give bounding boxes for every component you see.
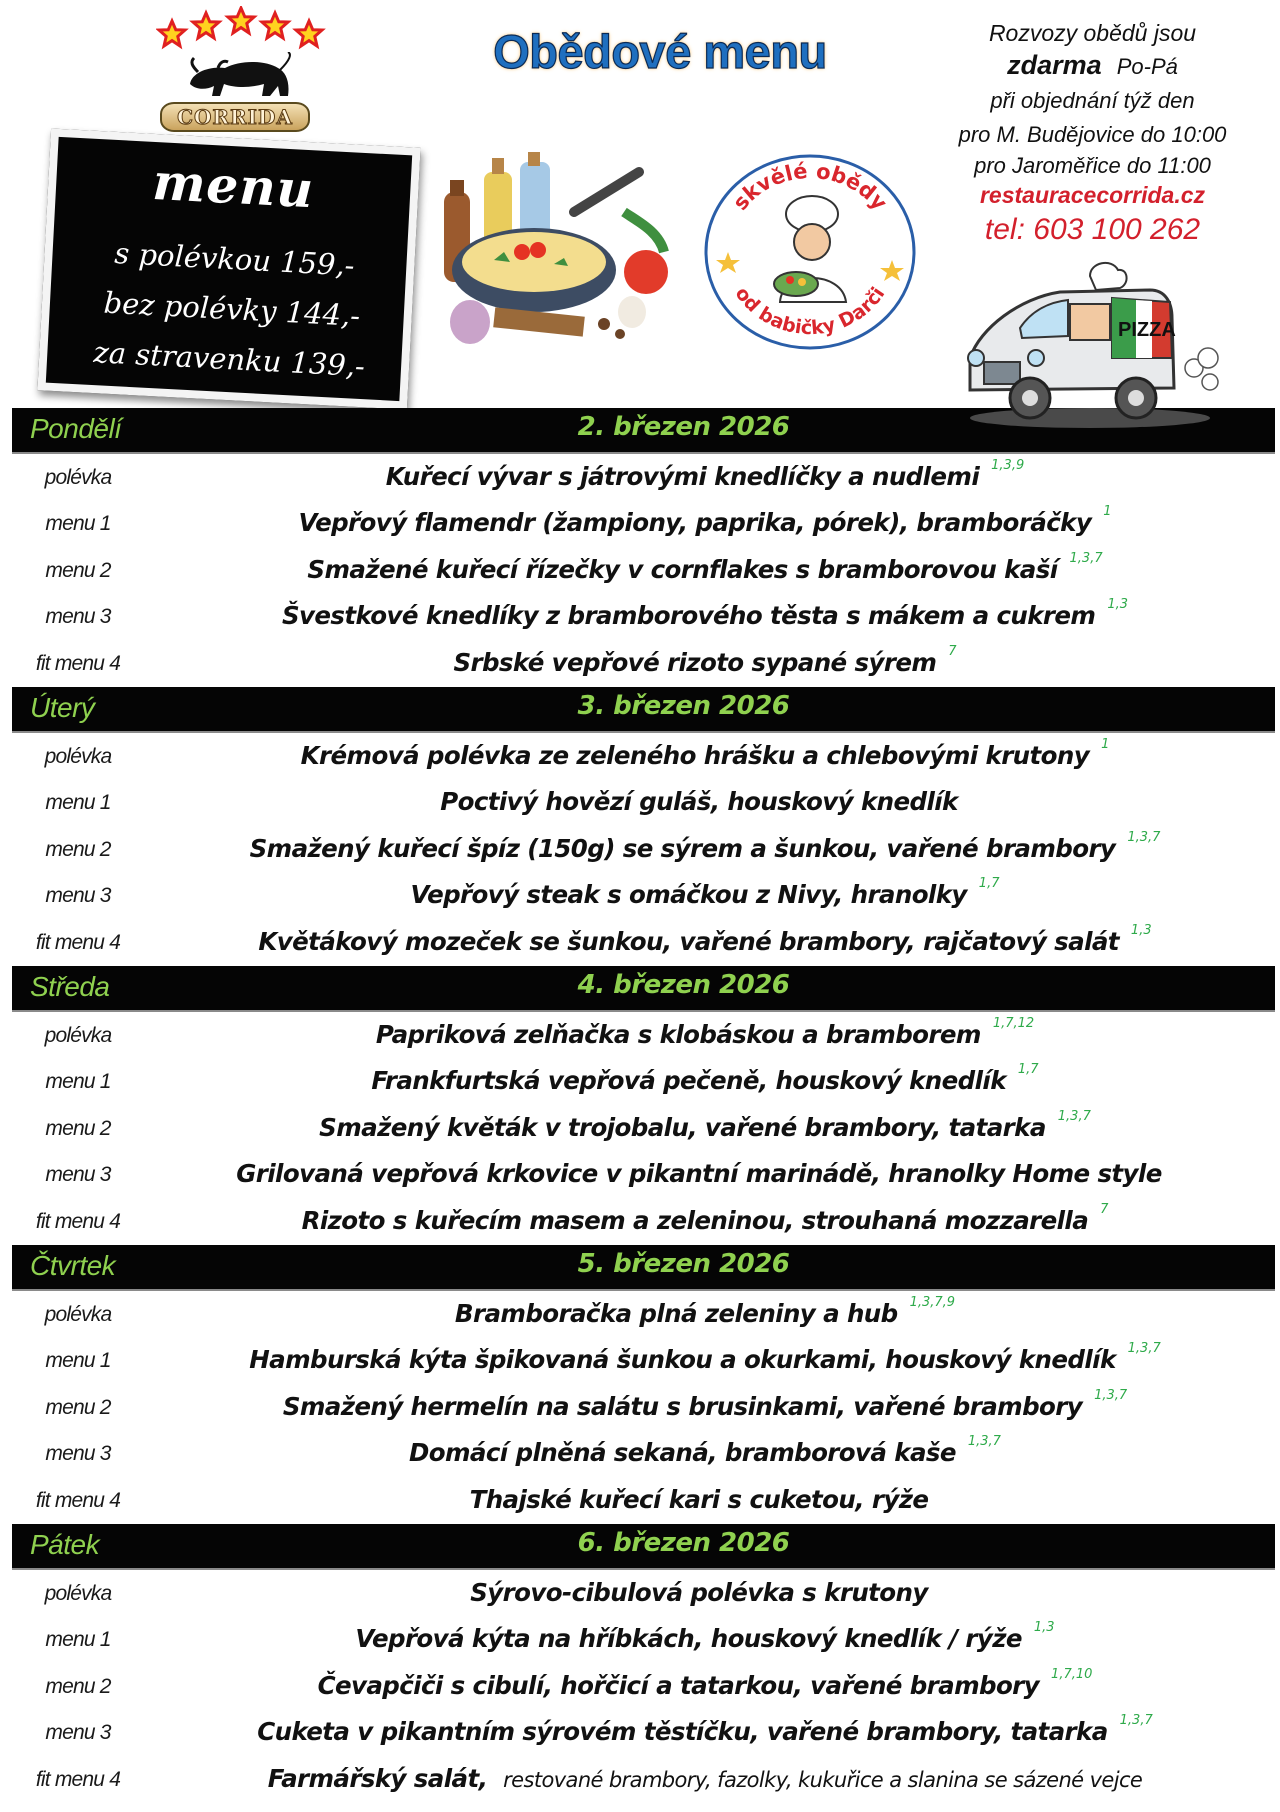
dish-name: Grilovaná vepřová krkovice v pikantní marinádě, hranolky Home style — [236, 1159, 1162, 1189]
day-header — [12, 1524, 1275, 1570]
dish-name: Sýrovo-cibulová polévka s krutony — [470, 1578, 928, 1607]
allergen-codes: 1,3,7 — [1057, 1108, 1091, 1124]
dish-name: Rizoto s kuřecím masem a zeleninou, strouhaná mozzarella — [301, 1205, 1089, 1235]
babicka-darci-stamp — [700, 152, 920, 352]
dish-name: Čevapčiči s cibulí, hořčicí a tatarkou, vařené brambory — [317, 1670, 1040, 1700]
menu-item-row — [0, 1758, 1280, 1804]
menu-item-label: menu 2 — [45, 1674, 111, 1698]
menu-item-label: menu 3 — [45, 605, 111, 629]
menu-item-row — [0, 781, 1280, 827]
menu-item-row — [0, 1339, 1280, 1385]
menu-header — [0, 0, 1280, 408]
dish-name: Vepřová kýta na hříbkách, houskový knedlík / rýže — [355, 1624, 1022, 1654]
day-section-wednesday — [0, 966, 1280, 1245]
day-date: 6. březen 2026 — [577, 1528, 790, 1558]
menu-item-label: menu 1 — [45, 791, 111, 815]
dish-description: restované brambory, fazolky, kukuřice a slanina se sázené vejce — [503, 1767, 1143, 1792]
delivery-days: Po-Pá — [1116, 54, 1178, 79]
stamp-top-text: skvělé obědy — [728, 158, 892, 215]
day-header — [12, 1245, 1275, 1291]
dish-name: Smažené kuřecí řízečky v cornflakes s bramborovou kaší — [307, 554, 1058, 584]
menu-item-label: fit menu 4 — [35, 1488, 121, 1512]
day-name: Pátek — [30, 1529, 100, 1560]
dish-name: Vepřový flamendr (žampiony, paprika, pórek), bramboráčky — [298, 508, 1092, 538]
price-with-soup: s polévkou 159,- — [113, 236, 356, 283]
allergen-codes: 1,3,7 — [1127, 829, 1161, 845]
menu-item-row — [0, 1014, 1280, 1060]
chalkboard-title: menu — [151, 151, 316, 220]
menu-item-row — [0, 874, 1280, 920]
allergen-codes: 7 — [1100, 1201, 1109, 1217]
price-chalkboard — [37, 128, 420, 409]
menu-item-label: menu 2 — [45, 837, 111, 861]
day-section-monday — [0, 408, 1280, 687]
day-header — [12, 966, 1275, 1012]
menu-item-row — [0, 735, 1280, 781]
dish-name: Smažený kuřecí špíz (150g) se sýrem a šunkou, vařené brambory — [249, 833, 1116, 863]
delivery-info — [920, 18, 1265, 250]
chef-stamp-icon — [700, 152, 920, 352]
pizza-delivery-van-icon — [940, 258, 1240, 433]
menu-item-label: menu 2 — [45, 1116, 111, 1140]
dish-name: Frankfurtská vepřová pečeně, houskový knedlík — [371, 1066, 1006, 1096]
delivery-line-1: Rozvozy obědů jsou — [988, 20, 1197, 46]
allergen-codes: 1,3,7 — [1069, 550, 1103, 566]
menu-item-row — [0, 1665, 1280, 1711]
bull-icon — [180, 52, 300, 104]
menu-item-label: menu 1 — [45, 1628, 111, 1652]
dish-name: Srbské vepřové rizoto sypané sýrem — [453, 647, 937, 677]
menu-item-label: fit menu 4 — [35, 651, 121, 675]
menu-item-label: menu 1 — [45, 1070, 111, 1094]
allergen-codes: 1,3 — [1033, 1620, 1055, 1636]
day-name: Pondělí — [30, 413, 122, 444]
allergen-codes: 1,7 — [978, 876, 1000, 892]
allergen-codes: 1,3 — [1130, 922, 1152, 938]
delivery-line-3: při objednání týž den — [990, 88, 1195, 113]
dish-name: Farmářský salát, — [267, 1763, 488, 1793]
menu-item-label: polévka — [44, 1582, 112, 1605]
menu-item-label: menu 3 — [45, 1442, 111, 1466]
five-stars-icon — [156, 6, 326, 50]
allergen-codes: 1,3,7 — [1094, 1387, 1128, 1403]
day-name: Středa — [30, 971, 110, 1002]
day-section-thursday — [0, 1245, 1280, 1524]
day-date: 5. březen 2026 — [577, 1249, 790, 1279]
logo-wordmark: CORRIDA — [160, 102, 310, 132]
menu-item-label: menu 2 — [45, 558, 111, 582]
menu-item-row — [0, 642, 1280, 688]
delivery-deadline-budejovice: pro M. Budějovice do 10:00 — [958, 122, 1227, 147]
dish-name: Hamburská kýta špikovaná šunkou a okurkami, houskový knedlík — [249, 1345, 1116, 1375]
day-date: 3. březen 2026 — [577, 691, 790, 721]
menu-item-label: menu 3 — [45, 1163, 111, 1187]
menu-item-label: menu 2 — [45, 1395, 111, 1419]
menu-item-label: polévka — [44, 1303, 112, 1326]
menu-item-label: polévka — [44, 466, 112, 489]
price-without-soup: bez polévky 144,- — [102, 285, 361, 333]
menu-item-row — [0, 1107, 1280, 1153]
menu-item-row — [0, 1060, 1280, 1106]
menu-item-label: polévka — [44, 1024, 112, 1047]
menu-item-row — [0, 1293, 1280, 1339]
dish-name: Domácí plněná sekaná, bramborová kaše — [409, 1438, 956, 1468]
delivery-free-label: zdarma — [1007, 50, 1102, 80]
dish-name: Papriková zelňačka s klobáskou a bramborem — [375, 1020, 981, 1049]
allergen-codes: 1,3,7,9 — [909, 1295, 956, 1310]
menu-item-row — [0, 1711, 1280, 1757]
phone-number[interactable]: tel: 603 100 262 — [984, 213, 1201, 246]
dish-name: Smažený hermelín na salátu s brusinkami, vařené brambory — [282, 1391, 1083, 1421]
day-date: 2. březen 2026 — [577, 412, 790, 442]
menu-item-row — [0, 828, 1280, 874]
allergen-codes: 1 — [1101, 737, 1110, 752]
corrida-logo — [150, 6, 330, 134]
day-name: Úterý — [30, 692, 95, 723]
menu-item-row — [0, 1200, 1280, 1246]
dish-name: Švestkové knedlíky z bramborového těsta s mákem a cukrem — [281, 601, 1096, 631]
dish-name: Bramboračka plná zeleniny a hub — [454, 1299, 898, 1328]
menu-item-label: menu 1 — [45, 512, 111, 536]
delivery-line-2 — [920, 48, 1265, 84]
delivery-deadline-jaromerice: pro Jaroměřice do 11:00 — [974, 153, 1211, 178]
allergen-codes: 1,7,12 — [992, 1016, 1035, 1031]
day-section-tuesday — [0, 687, 1280, 966]
dish-name: Krémová polévka ze zeleného hrášku a chlebovými krutony — [300, 741, 1090, 770]
menu-item-row — [0, 1432, 1280, 1478]
weekly-menu — [0, 408, 1280, 1803]
menu-item-row — [0, 456, 1280, 502]
menu-item-row — [0, 502, 1280, 548]
allergen-codes: 1,3,7 — [1119, 1713, 1153, 1729]
price-meal-voucher: za stravenku 139,- — [92, 335, 366, 384]
dish-name: Cuketa v pikantním sýrovém těstíčku, vařené brambory, tatarka — [257, 1717, 1108, 1747]
menu-item-row — [0, 921, 1280, 967]
allergen-codes: 7 — [948, 643, 957, 659]
menu-item-row — [0, 1572, 1280, 1618]
allergen-codes: 1,3,9 — [991, 458, 1025, 473]
menu-item-row — [0, 1618, 1280, 1664]
menu-item-row — [0, 595, 1280, 641]
menu-item-label: menu 3 — [45, 884, 111, 908]
menu-item-row — [0, 549, 1280, 595]
page-title: Obědové menu — [493, 25, 827, 78]
cooking-pan-illustration — [424, 152, 674, 357]
day-date: 4. březen 2026 — [577, 970, 790, 1000]
dish-name: Kuřecí vývar s játrovými knedlíčky a nudlemi — [385, 462, 980, 491]
allergen-codes: 1,3 — [1107, 597, 1129, 613]
menu-item-label: menu 3 — [45, 1721, 111, 1745]
dish-name: Thajské kuřecí kari s cuketou, rýže — [469, 1484, 929, 1514]
menu-item-label: menu 1 — [45, 1349, 111, 1373]
allergen-codes: 1 — [1103, 504, 1112, 520]
website-link[interactable]: restauracecorrida.cz — [979, 182, 1205, 208]
dish-name: Vepřový steak s omáčkou z Nivy, hranolky — [410, 880, 967, 910]
menu-item-row — [0, 1153, 1280, 1199]
menu-item-row — [0, 1386, 1280, 1432]
allergen-codes: 1,3,7 — [967, 1434, 1001, 1450]
day-header — [12, 687, 1275, 733]
menu-item-label: fit menu 4 — [35, 1767, 121, 1791]
stamp-bottom-text: od babičky Darči — [730, 282, 890, 340]
dish-name: Smažený květák v trojobalu, vařené brambory, tatarka — [319, 1112, 1046, 1142]
van-sign: PIZZA — [1118, 319, 1176, 341]
menu-item-label: fit menu 4 — [35, 1209, 121, 1233]
day-section-friday — [0, 1524, 1280, 1803]
allergen-codes: 1,7 — [1017, 1062, 1039, 1078]
dish-name: Poctivý hovězí guláš, houskový knedlík — [440, 787, 958, 817]
allergen-codes: 1,3,7 — [1127, 1341, 1161, 1357]
day-name: Čtvrtek — [30, 1250, 116, 1281]
menu-item-row — [0, 1479, 1280, 1525]
allergen-codes: 1,7,10 — [1051, 1666, 1093, 1682]
menu-item-label: polévka — [44, 745, 112, 768]
menu-item-label: fit menu 4 — [35, 930, 121, 954]
dish-name: Květákový mozeček se šunkou, vařené brambory, rajčatový salát — [258, 926, 1119, 956]
